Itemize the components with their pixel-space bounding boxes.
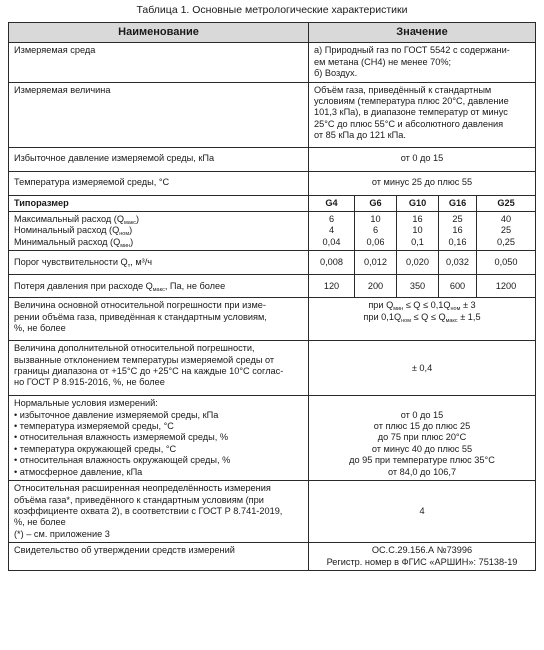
threshold-row xyxy=(9,251,536,275)
row-name: Избыточное давление измеряемой среды, кПа xyxy=(9,147,309,171)
threshold-cell: 0,020 xyxy=(397,251,439,275)
row-value: от минус 25 до плюс 55 xyxy=(309,171,536,195)
flow-values: 10 6 0,06 xyxy=(355,212,397,251)
table-row xyxy=(9,298,536,341)
pressure-loss-cell: 1200 xyxy=(477,275,536,298)
table-row xyxy=(9,43,536,82)
row-name: Измеряемая величина xyxy=(9,82,309,147)
pressure-loss-cell: 120 xyxy=(309,275,355,298)
pressure-loss-cell: 600 xyxy=(439,275,477,298)
flow-label-max: Максимальный расход $(Q_{макс})$ xyxy=(14,214,140,227)
table-row xyxy=(9,147,536,171)
row-value: а) Природный газ по ГОСТ 5542 с содержани- ем метана (CH4) не менее 70%; б) Воздух. xyxy=(309,43,536,82)
additional-error-label: Величина дополнительной относительной погрешности, вызванные отклонением температуры измеряемой среды от границы диапазона от +15°С до +25°С на каждые 10°С соглас- но ГОСТ Р 8.915-2016, %, не более xyxy=(9,341,309,396)
pressure-loss-label: Потеря давления при расходе $Q_{макс}$, Па, не более xyxy=(9,275,309,298)
table-caption: Таблица 1. Основные метрологические характеристики xyxy=(136,4,408,16)
table-row xyxy=(9,341,536,396)
basic-error-value xyxy=(309,298,536,341)
basic-error-line: при $0,1Q_{ном} \le Q \le Q_{макс} \pm 1,5$ xyxy=(363,311,481,324)
header-name: Наименование xyxy=(9,23,309,43)
basic-error-line: при $Q_{мин} \le Q \le 0,1Q_{ном} \pm 3$ xyxy=(368,300,476,313)
size-cell: G10 xyxy=(397,195,439,211)
additional-error-value: ± 0,4 xyxy=(309,341,536,396)
size-cell: G25 xyxy=(477,195,536,211)
size-row xyxy=(9,195,536,211)
metrology-table xyxy=(8,22,536,571)
pressure-loss-row xyxy=(9,275,536,298)
size-cell: G16 xyxy=(439,195,477,211)
uncertainty-label: Относительная расширенная неопределённость измерения объёма газа*, приведённого к стандартным условиям (при коэффициенте охвата 2), в соответствии с ГОСТ Р 8.741-2019, %, не более (*) – см. приложение 3 xyxy=(9,481,309,543)
flow-values: 16 10 0,1 xyxy=(397,212,439,251)
basic-error-label: Величина основной относительной погрешности при изме- рении объёма газа, приведённая к стандартным условиям, %, не более xyxy=(9,298,309,341)
flow-labels xyxy=(9,212,309,251)
table-row xyxy=(9,396,536,481)
threshold-cell: 0,032 xyxy=(439,251,477,275)
size-cell: G4 xyxy=(309,195,355,211)
row-name: Измеряемая среда xyxy=(9,43,309,82)
normal-conditions-label: Нормальные условия измерений: • избыточное давление измеряемой среды, кПа • температура измеряемой среды, °С • относительная влажность измеряемой среды, % • температура окружающей среды, °С • относительная влажность окружающей среды, % • атмосферное давление, кПа xyxy=(9,396,309,481)
table-header-row xyxy=(9,23,536,43)
size-cell: G6 xyxy=(355,195,397,211)
threshold-cell: 0,008 xyxy=(309,251,355,275)
flow-label-min: Минимальный расход $(Q_{мин})$ xyxy=(14,236,134,249)
threshold-cell: 0,012 xyxy=(355,251,397,275)
table-row xyxy=(9,82,536,147)
table-row xyxy=(9,481,536,543)
table-row xyxy=(9,171,536,195)
size-label: Типоразмер xyxy=(9,195,309,211)
certificate-label: Свидетельство об утверждении средств измерений xyxy=(9,543,309,571)
certificate-value: ОС.С.29.156.А №73996 Регистр. номер в ФГИС «АРШИН»: 75138-19 xyxy=(309,543,536,571)
pressure-loss-cell: 350 xyxy=(397,275,439,298)
flow-row xyxy=(9,212,536,251)
threshold-cell: 0,050 xyxy=(477,251,536,275)
flow-values: 40 25 0,25 xyxy=(477,212,536,251)
row-value: от 0 до 15 xyxy=(309,147,536,171)
flow-values: 25 16 0,16 xyxy=(439,212,477,251)
flow-label-nom: Номинальный расход $(Q_{ном})$ xyxy=(14,225,133,238)
uncertainty-value: 4 xyxy=(309,481,536,543)
threshold-label: Порог чувствительности $Q_т$, м³/ч xyxy=(9,251,309,275)
flow-values: 6 4 0,04 xyxy=(309,212,355,251)
normal-conditions-value: от 0 до 15 от плюс 15 до плюс 25 до 75 при плюс 20°С от минус 40 до плюс 55 до 95 при температуре плюс 35°С от 84,0 до 106,7 xyxy=(309,396,536,481)
header-value: Значение xyxy=(309,23,536,43)
table-row xyxy=(9,543,536,571)
pressure-loss-cell: 200 xyxy=(355,275,397,298)
row-value: Объём газа, приведённый к стандартным условиям (температура плюс 20°С, давление 101,3 кПа), в диапазоне температур от минус 25°С до плюс 55°С и абсолютного давления от 85 кПа до 121 кПа. xyxy=(309,82,536,147)
row-name: Температура измеряемой среды, °С xyxy=(9,171,309,195)
